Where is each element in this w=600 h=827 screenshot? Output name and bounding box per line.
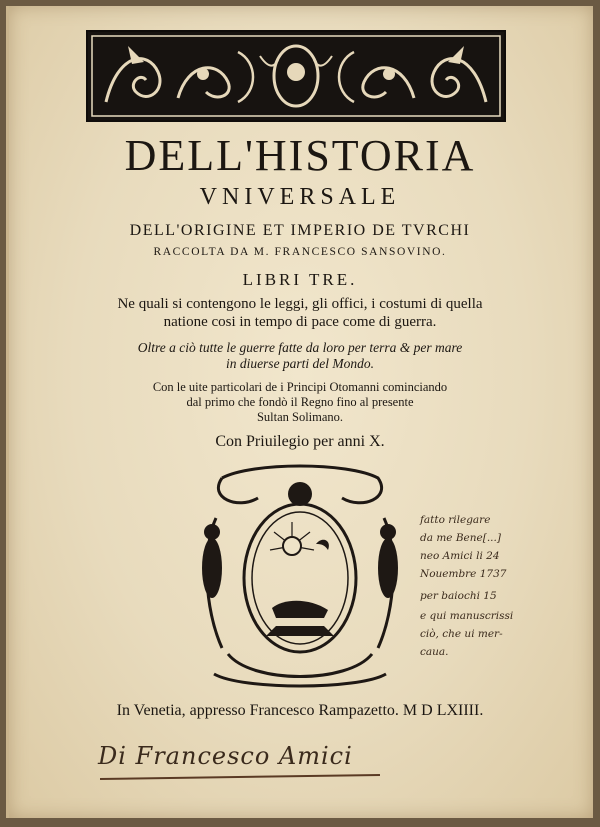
handwritten-note-line-1: fatto rilegare bbox=[420, 514, 491, 526]
ornament-image bbox=[88, 32, 504, 120]
printers-device-woodcut bbox=[192, 458, 408, 694]
title-books: LIBRI TRE. bbox=[242, 270, 358, 289]
handwritten-note-line-4: Nouembre 1737 bbox=[420, 568, 507, 580]
lives-line-1: Con le uite particolari de i Principi Otomanni cominciando bbox=[152, 380, 448, 394]
handwritten-note-line-7: ciò, che ui mer- bbox=[420, 628, 503, 640]
handwritten-note-line-8: caua. bbox=[420, 646, 449, 658]
lives-line-3: Sultan Solimano. bbox=[256, 410, 344, 424]
description-line-2: natione cosi in tempo di pace come di guerra. bbox=[163, 314, 437, 330]
handwritten-note-line-5: per baiochi 15 bbox=[420, 590, 497, 602]
woodcut-headpiece bbox=[86, 30, 506, 122]
description-line-1: Ne quali si contengono le leggi, gli offici, i costumi di quella bbox=[117, 296, 483, 312]
lives-line-2: dal primo che fondò il Regno fino al presente bbox=[186, 395, 414, 409]
title-author: RACCOLTA DA M. FRANCESCO SANSOVINO. bbox=[153, 246, 447, 258]
title-main: DELL'HISTORIA bbox=[124, 131, 476, 180]
description-italic-1: Oltre a ciò tutte le guerre fatte da loro per terra & per mare bbox=[137, 340, 463, 355]
imprint-line: In Venetia, appresso Francesco Rampazetto. M D LXIIII. bbox=[116, 702, 484, 719]
handwritten-note-line-6: e qui manuscrissi bbox=[420, 610, 514, 622]
device-image bbox=[192, 458, 408, 694]
description-italic-2: in diuerse parti del Mondo. bbox=[225, 356, 375, 371]
title-topic: DELL'ORIGINE ET IMPERIO DE TVRCHI bbox=[129, 222, 471, 239]
handwritten-note-line-2: da me Bene[...] bbox=[420, 532, 501, 544]
ownership-signature: Di Francesco Amici bbox=[98, 742, 353, 770]
privilege-line: Con Priuilegio per anni X. bbox=[215, 433, 385, 450]
title-subtitle: VNIVERSALE bbox=[199, 184, 401, 210]
handwritten-note-line-3: neo Amici li 24 bbox=[420, 550, 500, 562]
